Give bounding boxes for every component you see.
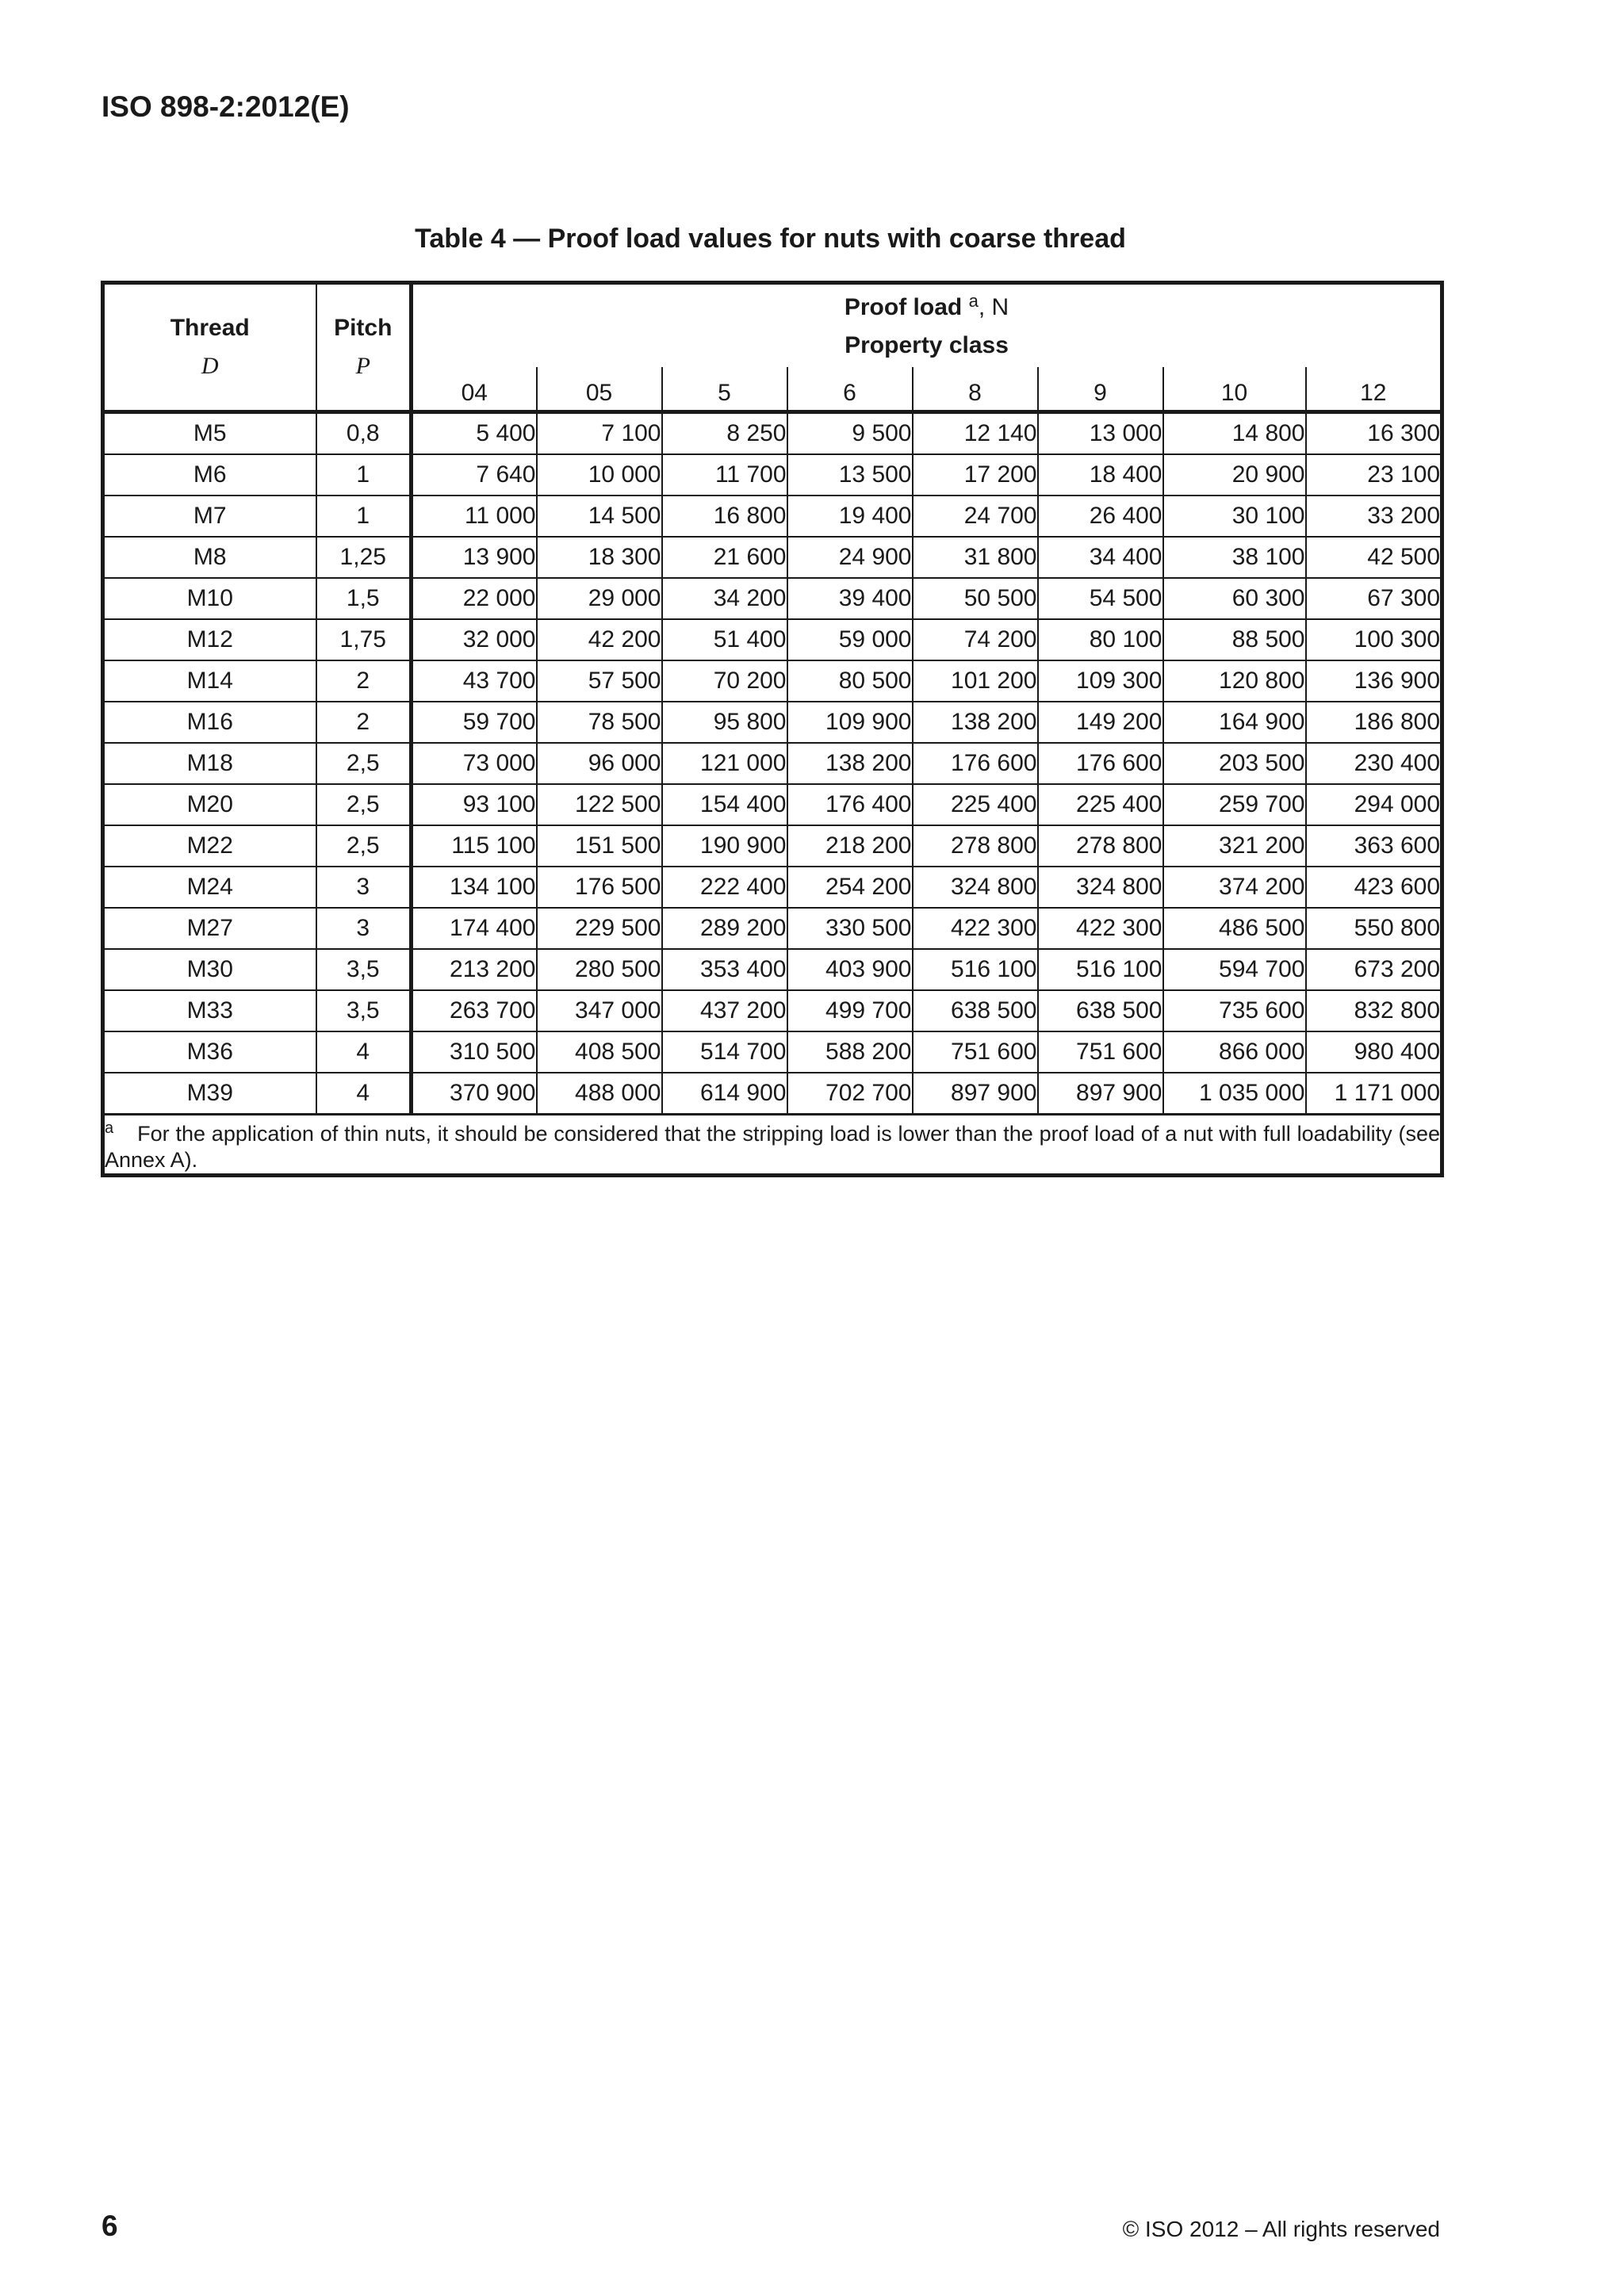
proof-load-cell: 13 900 (412, 537, 537, 578)
proof-load-cell: 259 700 (1163, 784, 1306, 825)
proof-load-cell: 80 100 (1038, 619, 1163, 660)
proof-load-cell: 294 000 (1306, 784, 1442, 825)
proof-load-cell: 403 900 (787, 949, 913, 990)
proof-load-cell: 176 600 (1038, 743, 1163, 784)
pitch-cell: 4 (316, 1031, 412, 1073)
footnote-mark: a (105, 1119, 114, 1137)
proof-load-cell: 638 500 (913, 990, 1038, 1031)
proof-load-cell: 21 600 (662, 537, 787, 578)
proof-load-cell: 7 100 (537, 412, 662, 455)
property-class-header: 10 (1163, 367, 1306, 412)
proof-load-cell: 20 900 (1163, 454, 1306, 496)
table-row (103, 825, 1442, 867)
table-row (103, 619, 1442, 660)
proof-load-cell: 19 400 (787, 496, 913, 537)
table-row (103, 908, 1442, 949)
table-row (103, 743, 1442, 784)
property-class-label: Property class (845, 332, 1009, 358)
proof-load-cell: 499 700 (787, 990, 913, 1031)
pitch-cell: 2,5 (316, 825, 412, 867)
proof-load-cell: 176 500 (537, 867, 662, 908)
proof-load-cell: 70 200 (662, 660, 787, 702)
thread-cell: M10 (103, 578, 316, 619)
pitch-cell: 1 (316, 496, 412, 537)
proof-load-cell: 7 640 (412, 454, 537, 496)
proof-load-cell: 74 200 (913, 619, 1038, 660)
footnote-text: For the application of thin nuts, it should be considered that the stripping load is lower than the proof load of a nut with full loadability (see Annex A). (105, 1122, 1441, 1172)
table-row (103, 949, 1442, 990)
proof-load-cell: 115 100 (412, 825, 537, 867)
proof-load-cell: 735 600 (1163, 990, 1306, 1031)
proof-load-cell: 638 500 (1038, 990, 1163, 1031)
proof-load-unit: , N (978, 294, 1009, 320)
proof-load-cell: 278 800 (913, 825, 1038, 867)
proof-load-cell: 514 700 (662, 1031, 787, 1073)
proof-load-cell: 29 000 (537, 578, 662, 619)
pitch-cell: 2,5 (316, 743, 412, 784)
thread-cell: M24 (103, 867, 316, 908)
property-class-header: 12 (1306, 367, 1442, 412)
proof-load-cell: 550 800 (1306, 908, 1442, 949)
proof-load-cell: 1 171 000 (1306, 1073, 1442, 1115)
proof-load-cell: 321 200 (1163, 825, 1306, 867)
table-row (103, 660, 1442, 702)
proof-load-cell: 751 600 (913, 1031, 1038, 1073)
thread-cell: M12 (103, 619, 316, 660)
thread-cell: M7 (103, 496, 316, 537)
thread-cell: M14 (103, 660, 316, 702)
proof-load-cell: 14 500 (537, 496, 662, 537)
proof-load-cell: 254 200 (787, 867, 913, 908)
proof-load-cell: 897 900 (913, 1073, 1038, 1115)
proof-load-cell: 11 700 (662, 454, 787, 496)
proof-load-cell: 51 400 (662, 619, 787, 660)
proof-load-cell: 8 250 (662, 412, 787, 455)
proof-load-cell: 280 500 (537, 949, 662, 990)
proof-load-cell: 24 700 (913, 496, 1038, 537)
proof-load-cell: 588 200 (787, 1031, 913, 1073)
proof-load-cell: 95 800 (662, 702, 787, 743)
proof-load-cell: 289 200 (662, 908, 787, 949)
thread-cell: M16 (103, 702, 316, 743)
proof-load-cell: 10 000 (537, 454, 662, 496)
copyright-notice: © ISO 2012 – All rights reserved (1122, 2217, 1440, 2241)
proof-load-cell: 151 500 (537, 825, 662, 867)
table-footnote (103, 1115, 1442, 1176)
proof-load-cell: 54 500 (1038, 578, 1163, 619)
pitch-cell: 1,75 (316, 619, 412, 660)
property-class-header: 05 (537, 367, 662, 412)
proof-load-cell: 437 200 (662, 990, 787, 1031)
proof-load-cell: 31 800 (913, 537, 1038, 578)
proof-load-cell: 34 400 (1038, 537, 1163, 578)
proof-load-cell: 120 800 (1163, 660, 1306, 702)
proof-load-cell: 50 500 (913, 578, 1038, 619)
proof-load-cell: 73 000 (412, 743, 537, 784)
proof-load-cell: 24 900 (787, 537, 913, 578)
page-number: 6 (102, 2210, 118, 2242)
proof-load-cell: 225 400 (1038, 784, 1163, 825)
proof-load-cell: 96 000 (537, 743, 662, 784)
proof-load-cell: 218 200 (787, 825, 913, 867)
proof-load-cell: 109 900 (787, 702, 913, 743)
proof-load-cell: 310 500 (412, 1031, 537, 1073)
thread-cell: M33 (103, 990, 316, 1031)
proof-load-cell: 32 000 (412, 619, 537, 660)
proof-load-cell: 614 900 (662, 1073, 787, 1115)
proof-load-cell: 230 400 (1306, 743, 1442, 784)
property-class-header: 9 (1038, 367, 1163, 412)
proof-load-cell: 80 500 (787, 660, 913, 702)
property-class-header: 8 (913, 367, 1038, 412)
table-title: Table 4 — Proof load values for nuts with coarse thread (415, 224, 1126, 254)
proof-load-cell: 57 500 (537, 660, 662, 702)
proof-load-cell: 516 100 (913, 949, 1038, 990)
proof-load-cell: 59 000 (787, 619, 913, 660)
header-pitch-label: Pitch (334, 315, 393, 341)
proof-load-cell: 101 200 (913, 660, 1038, 702)
proof-load-cell: 13 000 (1038, 412, 1163, 455)
proof-load-cell: 149 200 (1038, 702, 1163, 743)
proof-load-cell: 59 700 (412, 702, 537, 743)
table-row (103, 867, 1442, 908)
proof-load-cell: 138 200 (787, 743, 913, 784)
proof-load-cell: 423 600 (1306, 867, 1442, 908)
table-row (103, 1031, 1442, 1073)
proof-load-cell: 109 300 (1038, 660, 1163, 702)
proof-load-cell: 164 900 (1163, 702, 1306, 743)
thread-cell: M39 (103, 1073, 316, 1115)
proof-load-cell: 751 600 (1038, 1031, 1163, 1073)
proof-load-cell: 897 900 (1038, 1073, 1163, 1115)
header-pitch-symbol: P (355, 353, 370, 379)
proof-load-cell: 324 800 (913, 867, 1038, 908)
proof-load-cell: 16 300 (1306, 412, 1442, 455)
proof-load-table (101, 281, 1444, 1177)
proof-load-cell: 516 100 (1038, 949, 1163, 990)
thread-cell: M20 (103, 784, 316, 825)
header-pitch (316, 283, 412, 412)
proof-load-cell: 38 100 (1163, 537, 1306, 578)
proof-load-cell: 213 200 (412, 949, 537, 990)
pitch-cell: 2 (316, 702, 412, 743)
proof-load-cell: 136 900 (1306, 660, 1442, 702)
proof-load-cell: 67 300 (1306, 578, 1442, 619)
pitch-cell: 4 (316, 1073, 412, 1115)
proof-load-cell: 486 500 (1163, 908, 1306, 949)
proof-load-cell: 222 400 (662, 867, 787, 908)
proof-load-cell: 60 300 (1163, 578, 1306, 619)
thread-cell: M36 (103, 1031, 316, 1073)
proof-load-cell: 1 035 000 (1163, 1073, 1306, 1115)
proof-load-cell: 363 600 (1306, 825, 1442, 867)
proof-load-cell: 702 700 (787, 1073, 913, 1115)
header-thread (103, 283, 316, 412)
proof-load-cell: 88 500 (1163, 619, 1306, 660)
pitch-cell: 3 (316, 867, 412, 908)
table-row (103, 412, 1442, 455)
proof-load-cell: 17 200 (913, 454, 1038, 496)
thread-cell: M18 (103, 743, 316, 784)
pitch-cell: 0,8 (316, 412, 412, 455)
thread-cell: M8 (103, 537, 316, 578)
proof-load-cell: 174 400 (412, 908, 537, 949)
proof-load-cell: 278 800 (1038, 825, 1163, 867)
proof-load-cell: 374 200 (1163, 867, 1306, 908)
proof-load-cell: 134 100 (412, 867, 537, 908)
proof-load-cell: 176 400 (787, 784, 913, 825)
proof-load-cell: 186 800 (1306, 702, 1442, 743)
proof-load-cell: 408 500 (537, 1031, 662, 1073)
proof-load-cell: 594 700 (1163, 949, 1306, 990)
proof-load-cell: 980 400 (1306, 1031, 1442, 1073)
proof-load-cell: 225 400 (913, 784, 1038, 825)
pitch-cell: 3,5 (316, 990, 412, 1031)
proof-load-cell: 324 800 (1038, 867, 1163, 908)
proof-load-cell: 14 800 (1163, 412, 1306, 455)
proof-load-cell: 121 000 (662, 743, 787, 784)
pitch-cell: 1 (316, 454, 412, 496)
proof-load-cell: 42 200 (537, 619, 662, 660)
proof-load-cell: 13 500 (787, 454, 913, 496)
proof-load-cell: 229 500 (537, 908, 662, 949)
proof-load-cell: 370 900 (412, 1073, 537, 1115)
proof-load-cell: 673 200 (1306, 949, 1442, 990)
proof-load-cell: 5 400 (412, 412, 537, 455)
property-class-header: 6 (787, 367, 913, 412)
proof-load-cell: 43 700 (412, 660, 537, 702)
proof-load-cell: 26 400 (1038, 496, 1163, 537)
property-class-header: 5 (662, 367, 787, 412)
proof-load-cell: 866 000 (1163, 1031, 1306, 1073)
proof-load-cell: 18 300 (537, 537, 662, 578)
table-row (103, 496, 1442, 537)
proof-load-cell: 138 200 (913, 702, 1038, 743)
proof-load-cell: 22 000 (412, 578, 537, 619)
pitch-cell: 2 (316, 660, 412, 702)
property-class-header: 04 (412, 367, 537, 412)
proof-load-cell: 154 400 (662, 784, 787, 825)
proof-load-cell: 16 800 (662, 496, 787, 537)
table-row (103, 784, 1442, 825)
table-row (103, 578, 1442, 619)
table-row (103, 990, 1442, 1031)
proof-load-footnote-mark: a (968, 291, 979, 311)
proof-load-cell: 347 000 (537, 990, 662, 1031)
pitch-cell: 3 (316, 908, 412, 949)
proof-load-cell: 203 500 (1163, 743, 1306, 784)
proof-load-cell: 93 100 (412, 784, 537, 825)
thread-cell: M22 (103, 825, 316, 867)
proof-load-cell: 100 300 (1306, 619, 1442, 660)
header-proof-load (412, 283, 1442, 368)
proof-load-cell: 330 500 (787, 908, 913, 949)
document-id: ISO 898-2:2012(E) (102, 90, 350, 123)
table-row (103, 454, 1442, 496)
proof-load-cell: 488 000 (537, 1073, 662, 1115)
proof-load-cell: 33 200 (1306, 496, 1442, 537)
thread-cell: M6 (103, 454, 316, 496)
pitch-cell: 1,5 (316, 578, 412, 619)
proof-load-cell: 18 400 (1038, 454, 1163, 496)
proof-load-cell: 353 400 (662, 949, 787, 990)
thread-cell: M30 (103, 949, 316, 990)
proof-load-cell: 42 500 (1306, 537, 1442, 578)
table-row (103, 702, 1442, 743)
proof-load-cell: 190 900 (662, 825, 787, 867)
table-row (103, 1073, 1442, 1115)
pitch-cell: 3,5 (316, 949, 412, 990)
pitch-cell: 1,25 (316, 537, 412, 578)
proof-load-cell: 11 000 (412, 496, 537, 537)
pitch-cell: 2,5 (316, 784, 412, 825)
proof-load-cell: 34 200 (662, 578, 787, 619)
proof-load-cell: 39 400 (787, 578, 913, 619)
proof-load-cell: 12 140 (913, 412, 1038, 455)
proof-load-cell: 422 300 (1038, 908, 1163, 949)
proof-load-cell: 30 100 (1163, 496, 1306, 537)
proof-load-cell: 176 600 (913, 743, 1038, 784)
proof-load-cell: 832 800 (1306, 990, 1442, 1031)
proof-load-cell: 422 300 (913, 908, 1038, 949)
header-thread-symbol: D (201, 353, 219, 379)
proof-load-cell: 263 700 (412, 990, 537, 1031)
proof-load-cell: 122 500 (537, 784, 662, 825)
table-row (103, 537, 1442, 578)
proof-load-cell: 23 100 (1306, 454, 1442, 496)
proof-load-cell: 9 500 (787, 412, 913, 455)
thread-cell: M5 (103, 412, 316, 455)
header-thread-label: Thread (170, 315, 250, 341)
proof-load-label: Proof load (844, 294, 963, 320)
proof-load-cell: 78 500 (537, 702, 662, 743)
thread-cell: M27 (103, 908, 316, 949)
